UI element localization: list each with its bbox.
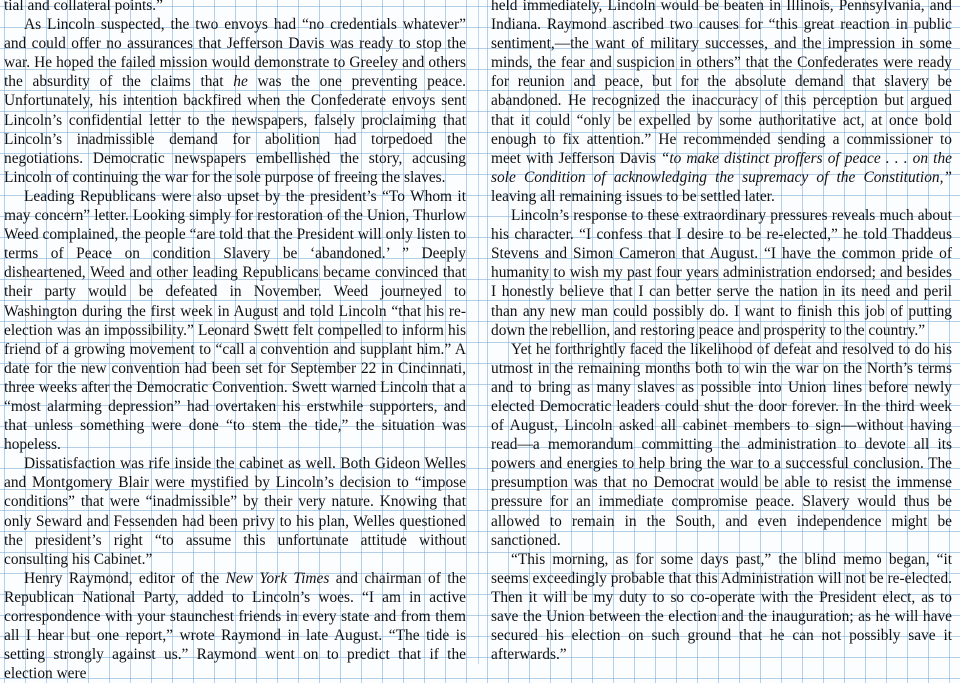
text-run: leaving all remaining issues to be settled later. — [491, 187, 775, 205]
paragraph-defeat: Yet he forthrightly faced the likelihood of defeat and resolved to do his utmost in the remaining months both to win the war on the North’s terms and to bring as many slaves as possible into Union lines before newly elected Democratic leaders could shut the door forever. In the third week of August, Lincoln asked all cabinet members to sign—without having read—a memorandum committing the administration to devote all its powers and energies to help bring the war to a successful conclusion. The presumption was that no Democrat would be able to resist the immense pressure for an immediate compromise peace. Slavery would thus be allowed to remain in the South, and even independence might be sanctioned. — [491, 340, 952, 549]
paragraph-cabinet: Dissatisfaction was rife inside the cabinet as well. Both Gideon Welles and Montgomery Blair were mystified by Lincoln’s decision to “impose conditions” that were “inadmissible” by their very nature. Knowing that only Seward and Fessenden had been privy to his plan, Welles questioned the president’s right “to assume this unfortunate attitude without consulting his Cabinet.” — [4, 455, 466, 568]
text-run: and chairman of the Republican National Party, added to Lincoln’s woes. “I am in active correspondence with your staunchest friends in every state and from them all I hear but one report,” wrote Raymond in late August. “The tide is setting strongly against us.” Raymond went on to predict that if the election were — [4, 569, 467, 683]
emphasis-quote: “to make distinct proffers of peace . . . on the sole Condition of acknowledging the supremacy of the Constitution,” — [491, 149, 952, 186]
column-gutter — [478, 0, 479, 664]
paragraph-raymond — [4, 569, 466, 683]
paragraph-lincoln-response: Lincoln’s response to these extraordinary pressures reveals much about his character. “I confess that I desire to be re-elected,” he told Thaddeus Stevens and Simon Cameron that August. “I have the common pride of humanity to wish my past four years administration endorsed; and besides I honestly believe that I can better serve the nation in its need and peril than any new man could possibly do. I want to finish this job of putting down the rebellion, and restoring peace and prosperity to the country.” — [491, 207, 952, 339]
left-column — [4, 0, 466, 683]
paragraph-envoys — [4, 15, 466, 187]
emphasis-newspaper-title: New York Times — [225, 569, 330, 587]
text-run: Henry Raymond, editor of the — [24, 569, 226, 587]
paragraph-continued: tial and collateral points.” — [4, 0, 163, 14]
paragraph-republicans: Leading Republicans were also upset by the president’s “To Whom it may concern” letter. Looking simply for restoration of the Union, Thurlow Weed complained, the people “are told that the President will only listen to terms of Peace on condition Slavery be ‘abandoned.’ ” Deeply disheartened, Weed and other leading Republicans became convinced that their party would be defeated in November. Weed journeyed to Washington during the first week in August and told Lincoln “that his re-election was an impossibility.” Leonard Swett felt compelled to inform his friend of a growing movement to “call a convention and supplant him.” A date for the new convention had been set for September 22 in Cincinnati, three weeks after the Democratic Convention. Swett warned Lincoln that a “most alarming depression” had overtaken his erstwhile supporters, and that unless something were done “to stem the tide,” the situation was hopeless. — [4, 187, 466, 454]
text-run: held immediately, Lincoln would be beaten in Illinois, Pennsylvania, and Indiana. Raymond ascribed two causes for “this great reaction in public sentiment,—the want of military successes, and the impression in some minds, the fear and suspicion in others” that the Confederates were ready for reunion and peace, but for the absolute demand that slavery be abandoned. He recognized the inaccuracy of this perception but argued that it could “only be expelled by some authoritative act, at once bold enough to fix attention.” He recommended sending a commissioner to meet with Jefferson Davis — [491, 0, 952, 167]
paragraph-raymond-continued — [491, 0, 952, 206]
text-run: was the one preventing peace. Unfortunately, his intention backfired when the Confederate envoys sent Lincoln’s confidential letter to the newspapers, falsely proclaiming that Lincoln’s inadmissible demand for abolition had torpedoed the negotiations. Democratic newspapers embellished the story, accusing Lincoln of continuing the war for the sole purpose of freeing the slaves. — [4, 73, 466, 186]
right-column — [491, 0, 952, 664]
paragraph-blind-memo: “This morning, as for some days past,” the blind memo began, “it seems exceedingly probable that this Administration will not be re-elected. Then it will be my duty to so co-operate with the President elect, as to save the Union between the election and the inauguration; as he will have secured his election on such ground that he can not possibly save it afterwards.” — [491, 550, 952, 664]
emphasis-he: he — [233, 73, 248, 91]
text-run: As Lincoln suspected, the two envoys had “no credentials whatever” and could offer no assurances that Jefferson Davis was ready to stop the war. He hoped the failed mission would demonstrate to Greeley and others the absurdity of the claims that — [4, 16, 466, 91]
